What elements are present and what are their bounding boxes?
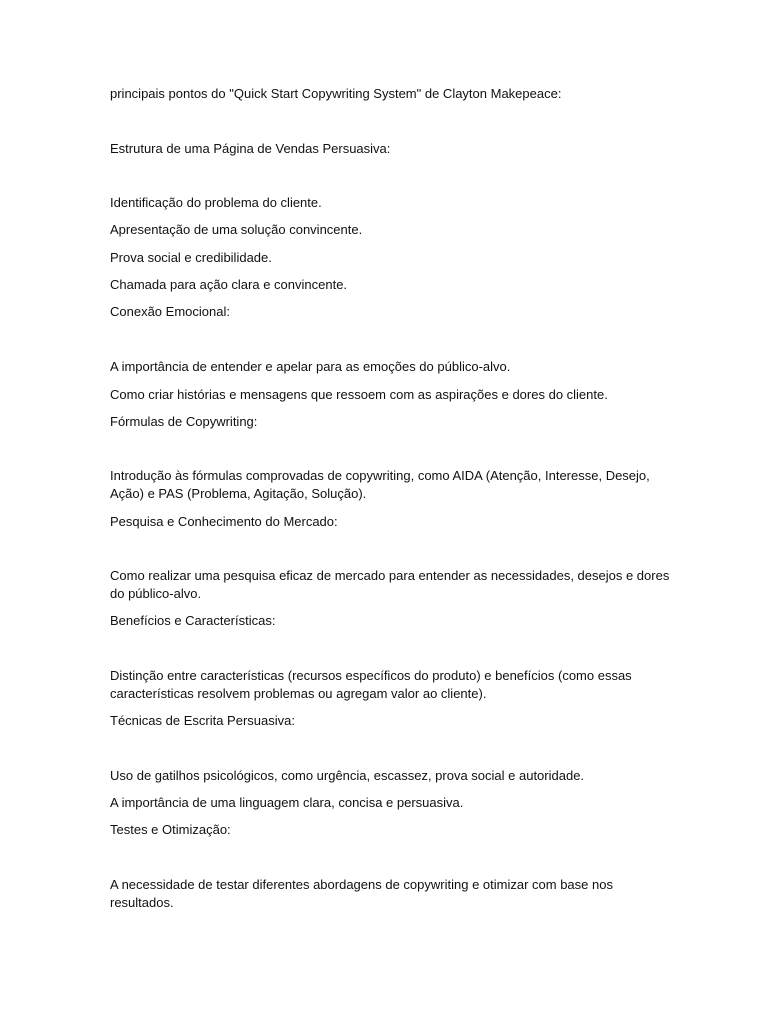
list-item: Identificação do problema do cliente. (110, 195, 322, 210)
list-item: Apresentação de uma solução convincente. (110, 222, 363, 237)
section-heading: Técnicas de Escrita Persuasiva: (110, 713, 295, 728)
list-item: A necessidade de testar diferentes abordagens de copywriting e otimizar com base nos resultados. (110, 877, 613, 910)
list-item: A importância de entender e apelar para as emoções do público-alvo. (110, 359, 511, 374)
intro-text: principais pontos do "Quick Start Copywriting System" de Clayton Makepeace: (110, 86, 562, 101)
list-item: Uso de gatilhos psicológicos, como urgência, escassez, prova social e autoridade. (110, 768, 585, 783)
list-item: Como realizar uma pesquisa eficaz de mercado para entender as necessidades, desejos e dores do público-alvo. (110, 568, 670, 601)
list-item: A importância de uma linguagem clara, concisa e persuasiva. (110, 795, 464, 810)
section-heading: Fórmulas de Copywriting: (110, 414, 258, 429)
list-item: Distinção entre características (recursos específicos do produto) e benefícios (como essas características resolvem problemas ou agregam valor ao cliente). (110, 668, 632, 701)
section-heading: Pesquisa e Conhecimento do Mercado: (110, 514, 338, 529)
list-item: Chamada para ação clara e convincente. (110, 277, 348, 292)
section-heading: Benefícios e Características: (110, 613, 276, 628)
list-item: Introdução às fórmulas comprovadas de copywriting, como AIDA (Atenção, Interesse, Desejo, Ação) e PAS (Problema, Agitação, Solução). (110, 468, 650, 501)
section-heading: Testes e Otimização: (110, 822, 231, 837)
section-heading: Conexão Emocional: (110, 304, 230, 319)
list-item: Como criar histórias e mensagens que ressoem com as aspirações e dores do cliente. (110, 387, 608, 402)
list-item: Prova social e credibilidade. (110, 250, 272, 265)
section-heading: Estrutura de uma Página de Vendas Persuasiva: (110, 141, 391, 156)
